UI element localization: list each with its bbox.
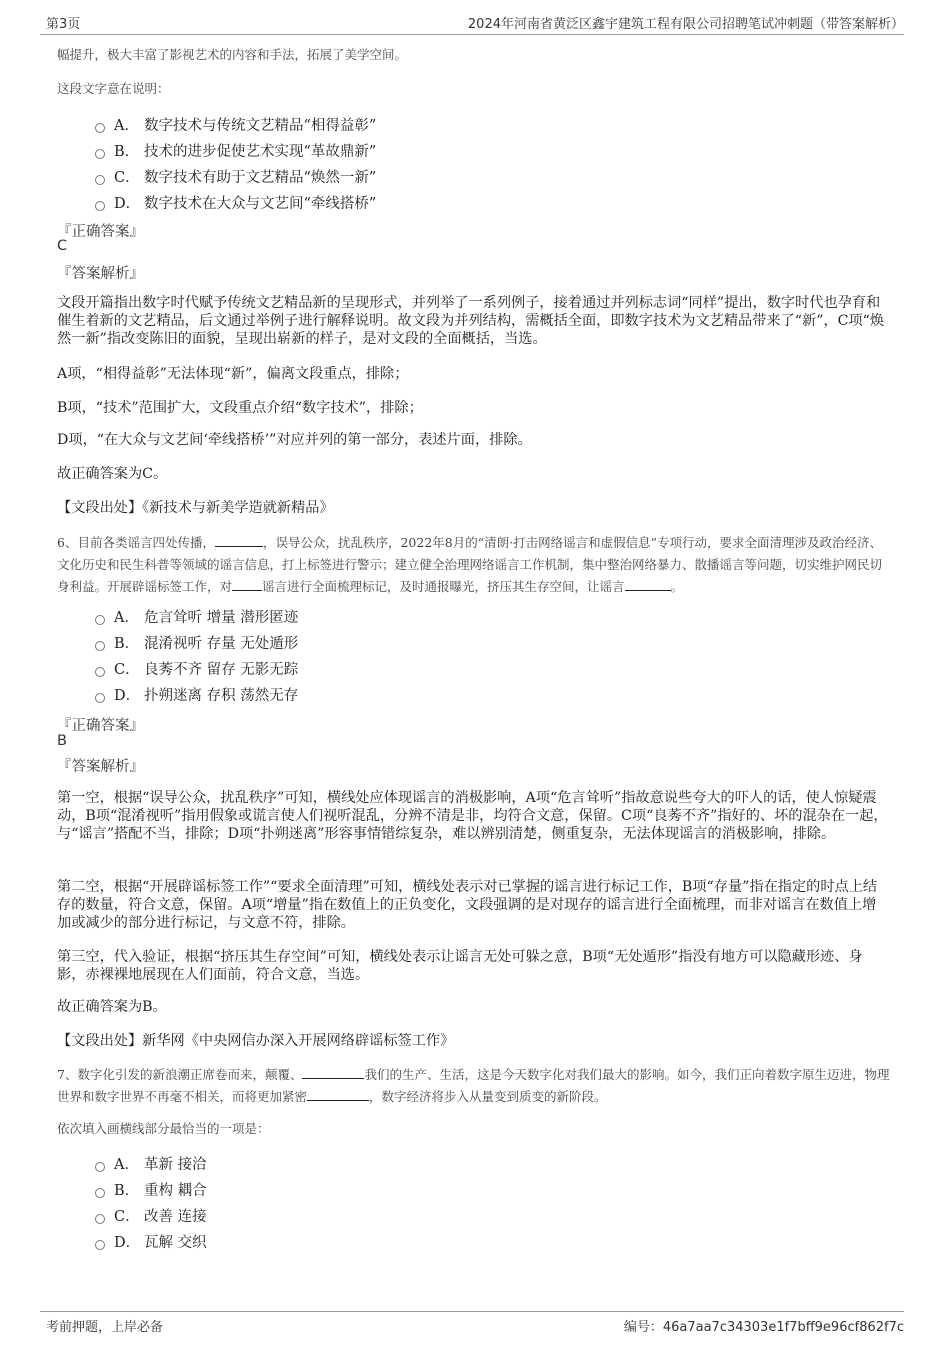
radio-icon[interactable] <box>95 1188 105 1198</box>
footer-slogan: 考前押题，上岸必备 <box>46 1320 164 1335</box>
radio-icon[interactable] <box>95 693 105 703</box>
radio-icon[interactable] <box>95 667 105 677</box>
radio-icon[interactable] <box>95 1162 105 1172</box>
q5-option-c[interactable]: C． 数字技术有助于文艺精品“焕然一新” <box>95 168 376 188</box>
document-id: 编号：46a7aa7c34303e1f7bff9e96cf862f7c <box>623 1320 904 1335</box>
q6-analysis-blank2: 第二空，根据“开展辟谣标签工作”“要求全面清理”可知，横线处表示对已掌握的谣言进行标记工作，B项“存量”指在指定的时点上结存的数量，符合文意，保留。A项“增量”指在数值上的正负变化，文段强调的是对现存的谣言进行全面梳理，而非对谣言在数值上增加或减少的部分进行标记，与文意不符，排除。 <box>57 879 878 931</box>
q6-analysis-label: 『答案解析』 <box>57 759 144 775</box>
radio-icon[interactable] <box>95 641 105 651</box>
radio-icon[interactable] <box>95 201 105 211</box>
page-number: 第3页 <box>46 17 81 32</box>
radio-icon[interactable] <box>95 123 105 133</box>
q6-answer: B <box>57 733 67 749</box>
radio-icon[interactable] <box>95 149 105 159</box>
q6-option-a[interactable]: A． 危言耸听 增量 潜形匿迹 <box>95 608 298 628</box>
q5-continuation: 幅提升，极大丰富了影视艺术的内容和手法，拓展了美学空间。 <box>57 47 408 62</box>
blank-line <box>302 1066 364 1079</box>
q7-option-c[interactable]: C． 改善 连接 <box>95 1207 207 1227</box>
q6-analysis-blank1: 第一空，根据“误导公众，扰乱秩序”可知，横线处应体现谣言的消极影响，A项“危言耸听”指故意说些夸大的吓人的话，使人惊疑震动，B项“混淆视听”指用假象或谎言使人们视听混乱，分辨不清是非，均符合文意，保留。C项“良莠不齐”指好的、坏的混杂在一起，与“谣言”搭配不当，排除；D项“扑朔迷离”形容事情错综复杂，难以辨别清楚，侧重复杂，无法体现谣言的消极影响，排除。 <box>57 790 888 842</box>
blank-line <box>625 578 671 591</box>
q7-option-a[interactable]: A． 革新 接洽 <box>95 1155 207 1175</box>
q7-option-b[interactable]: B． 重构 耦合 <box>95 1181 207 1201</box>
radio-icon[interactable] <box>95 615 105 625</box>
q7-prompt: 依次填入画横线部分最恰当的一项是： <box>57 1121 270 1136</box>
q5-answer: C <box>57 238 68 254</box>
page-footer <box>40 1311 904 1336</box>
q5-analysis-b: B项，“技术”范围扩大，文段重点介绍“数字技术”，排除； <box>57 400 423 416</box>
radio-icon[interactable] <box>95 1214 105 1224</box>
radio-icon[interactable] <box>95 1240 105 1250</box>
blank-line <box>307 1088 369 1101</box>
q6-analysis-blank3: 第三空，代入验证，根据“挤压其生存空间”可知，横线处表示让谣言无处可躲之意，B项“无处遁形”指没有地方可以隐藏形迹、身影，赤裸裸地展现在人们面前，符合文意，当选。 <box>57 949 863 983</box>
blank-line <box>215 534 263 547</box>
q5-option-d[interactable]: D． 数字技术在大众与文艺间“牵线搭桥” <box>95 194 376 214</box>
q5-option-a[interactable]: A． 数字技术与传统文艺精品“相得益彰” <box>95 116 376 136</box>
q5-analysis-a: A项，“相得益彰”无法体现“新”，偏离文段重点，排除； <box>57 366 409 382</box>
q5-analysis-label: 『答案解析』 <box>57 266 144 282</box>
document-title: 2024年河南省黄泛区鑫宇建筑工程有限公司招聘笔试冲刺题（带答案解析） <box>467 17 904 32</box>
q6-conclusion: 故正确答案为B。 <box>57 999 167 1015</box>
q6-stem: 6、目前各类谣言四处传播， ，误导公众，扰乱秩序，2022年8月的“清朗·打击网络谣言和虚假信息”专项行动，要求全面清理涉及政治经济、文化历史和民生科普等领域的谣言信息，打上标签进行警示；建立健全治理网络谣言工作机制，集中整治网络暴力、散播谣言等问题，切实维护网民切身利益。开展辟谣标签工作，对 谣言进行全面梳理标记，及时通报曝光，挤压其生存空间，让谣言 。 <box>57 535 883 594</box>
q6-option-d[interactable]: D． 扑朔迷离 存积 荡然无存 <box>95 686 298 706</box>
blank-line <box>232 578 262 591</box>
q5-answer-label: 『正确答案』 <box>57 224 144 240</box>
q5-option-b[interactable]: B． 技术的进步促使艺术实现“革故鼎新” <box>95 142 376 162</box>
q7-option-d[interactable]: D． 瓦解 交织 <box>95 1233 207 1253</box>
q6-option-c[interactable]: C． 良莠不齐 留存 无影无踪 <box>95 660 298 680</box>
q5-source: 【文段出处】《新技术与新美学造就新精品》 <box>57 500 334 516</box>
q6-option-b[interactable]: B． 混淆视听 存量 无处遁形 <box>95 634 298 654</box>
q5-prompt: 这段文字意在说明： <box>57 81 170 96</box>
page-header <box>40 12 904 35</box>
q5-conclusion: 故正确答案为C。 <box>57 466 168 482</box>
q6-source: 【文段出处】新华网《中央网信办深入开展网络辟谣标签工作》 <box>57 1033 455 1049</box>
q5-analysis-main: 文段开篇指出数字时代赋予传统文艺精品新的呈现形式，并列举了一系列例子，接着通过并列标志词“同样”提出，数字时代也孕育和催生着新的文艺精品，后文通过举例子进行解释说明。故文段为并列结构，需概括全面，即数字技术为文艺精品带来了“新”，C项“焕然一新”指改变陈旧的面貌，呈现出崭新的样子，是对文段的全面概括，当选。 <box>57 295 885 347</box>
q7-stem: 7、数字化引发的新浪潮正席卷而来，颠覆、 我们的生产、生活，这是今天数字化对我们最大的影响。如今，我们正向着数字原生迈进，物理世界和数字世界不再毫不相关，而将更加紧密 ，数字经济将步入从量变到质变的新阶段。 <box>57 1067 890 1104</box>
q6-answer-label: 『正确答案』 <box>57 718 144 734</box>
q5-analysis-d: D项，“在大众与文艺间‘牵线搭桥’”对应并列的第一部分，表述片面，排除。 <box>57 432 532 448</box>
radio-icon[interactable] <box>95 175 105 185</box>
